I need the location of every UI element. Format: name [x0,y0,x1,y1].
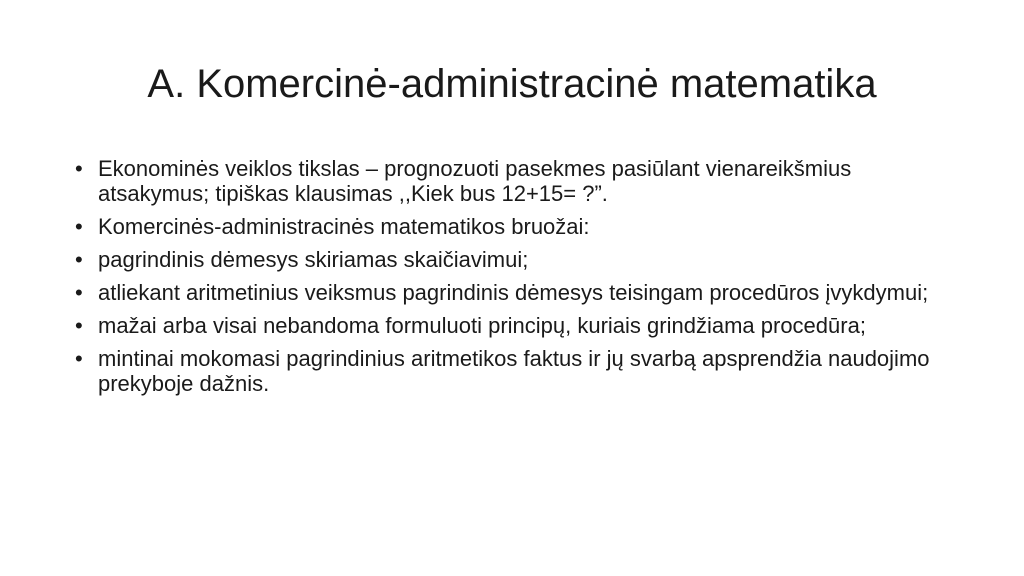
bullet-icon: • [75,156,83,181]
bullet-icon: • [75,346,83,371]
bullet-text: Ekonominės veiklos tikslas – prognozuoti pasekmes pasiūlant vienareikšmius atsakymus; tipiškas klausimas ,,Kiek bus 12+15= ?”. [98,156,852,206]
bullet-text: atliekant aritmetinius veiksmus pagrindinis dėmesys teisingam procedūros įvykdymui; [98,280,929,305]
bullet-text: mažai arba visai nebandoma formuluoti principų, kuriais grindžiama procedūra; [98,313,866,338]
bullet-icon: • [75,280,83,305]
bullet-item [75,280,955,305]
bullet-icon: • [75,214,83,239]
bullet-item [75,156,955,206]
bullet-list [75,156,955,404]
bullet-icon: • [75,313,83,338]
bullet-text: mintinai mokomasi pagrindinius aritmetikos faktus ir jų svarbą apsprendžia naudojimo prekyboje dažnis. [98,346,930,396]
bullet-item [75,247,955,272]
bullet-icon: • [75,247,83,272]
bullet-item [75,346,955,396]
bullet-item [75,313,955,338]
bullet-text: Komercinės-administracinės matematikos bruožai: [98,214,590,239]
bullet-text: pagrindinis dėmesys skiriamas skaičiavimui; [98,247,529,272]
slide-title: A. Komercinė-administracinė matematika [147,62,877,106]
bullet-item [75,214,955,239]
